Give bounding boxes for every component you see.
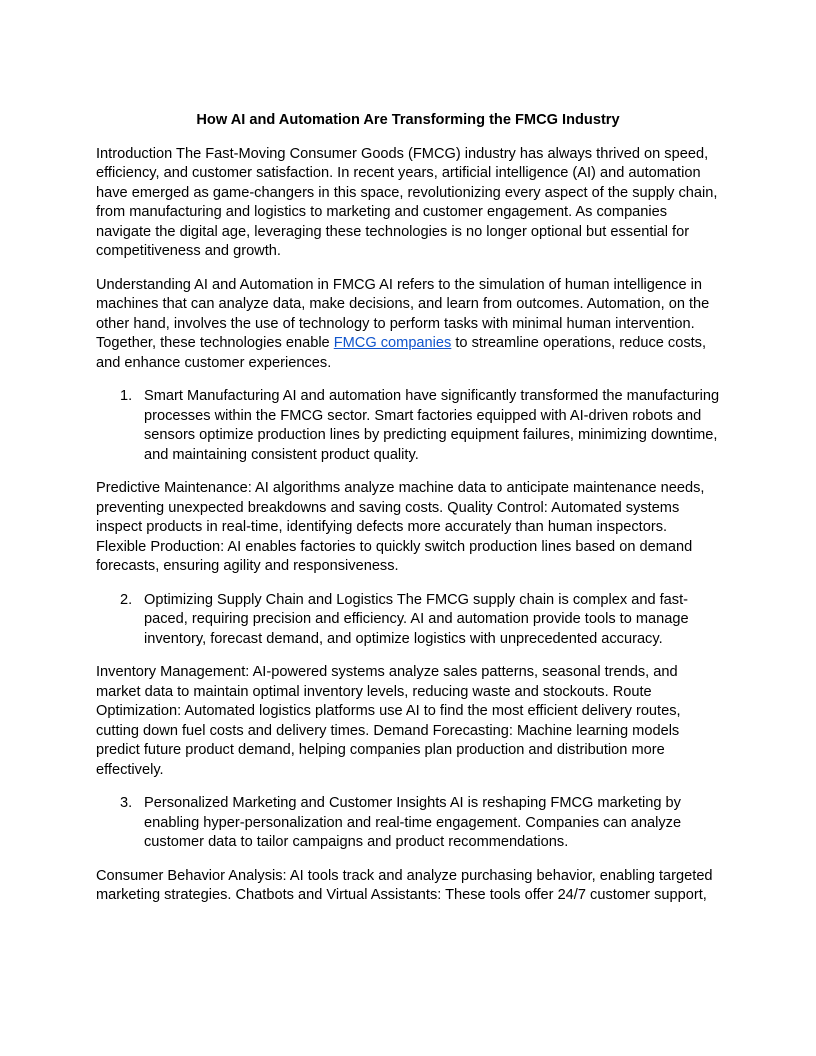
numbered-list-1 <box>96 387 720 465</box>
list-item-text: Personalized Marketing and Customer Insights AI is reshaping FMCG marketing by enabling hyper-personalization and real-time engagement. Companies can analyze customer data to tailor campaigns and product recommendations. <box>144 795 682 850</box>
numbered-list-3 <box>96 794 720 853</box>
document-page <box>96 111 720 920</box>
paragraph-understanding <box>96 276 720 374</box>
list-number: 2. <box>120 591 133 608</box>
list-item-supply-chain <box>96 591 720 650</box>
paragraph-introduction: Introduction The Fast-Moving Consumer Goods (FMCG) industry has always thrived on speed, efficiency, and customer satisfaction. In recent years, artificial intelligence (AI) and automation have emerged as game-changers in this space, revolutionizing every aspect of the supply chain, from manufacturing and logistics to marketing and customer engagement. As companies navigate the digital age, leveraging these technologies is no longer optional but essential for competitiveness and growth. <box>96 145 718 259</box>
paragraph-predictive-maintenance: Predictive Maintenance: AI algorithms analyze machine data to anticipate maintenance needs, preventing unexpected breakdowns and saving costs. Quality Control: Automated systems inspect products in real-time, identifying defects more accurately than human inspectors. Flexible Production: AI enables factories to quickly switch production lines based on demand forecasts, ensuring agility and responsiveness. <box>96 480 705 574</box>
paragraph-understanding-text: Understanding AI and Automation in FMCG AI refers to the simulation of human intelligence in machines that can analyze data, make decisions, and learn from outcomes. Automation, on the other hand, involves the use of technology to perform tasks with minimal human intervention. Together, these technologies enable <box>96 276 710 351</box>
list-item-personalized-marketing <box>96 794 720 853</box>
list-item-smart-manufacturing <box>96 387 720 465</box>
fmcg-companies-link[interactable]: FMCG companies <box>333 335 452 351</box>
list-number: 3. <box>120 795 133 811</box>
list-item-text: Smart Manufacturing AI and automation have significantly transformed the manufacturing processes within the FMCG sector. Smart factories equipped with AI-driven robots and sensors optimize production lines by predicting equipment failures, minimizing downtime, and maintaining consistent product quality. <box>144 388 720 463</box>
list-item-text: Optimizing Supply Chain and Logistics The FMCG supply chain is complex and fast-paced, requiring precision and efficiency. AI and automation provide tools to manage inventory, forecast demand, and optimize logistics with unprecedented accuracy. <box>144 591 689 647</box>
paragraph-consumer-behavior: Consumer Behavior Analysis: AI tools track and analyze purchasing behavior, enabling targeted marketing strategies. Chatbots and Virtual Assistants: These tools offer 24/7 customer support, <box>96 867 713 903</box>
numbered-list-2 <box>96 591 720 650</box>
document-title: How AI and Automation Are Transforming the FMCG Industry <box>196 112 620 128</box>
paragraph-understanding-text-end: to streamline operations, reduce costs, and enhance customer experiences. <box>96 335 707 371</box>
paragraph-inventory-management: Inventory Management: AI-powered systems analyze sales patterns, seasonal trends, and market data to maintain optimal inventory levels, reducing waste and stockouts. Route Optimization: Automated logistics platforms use AI to find the most efficient delivery routes, cutting down fuel costs and delivery times. Demand Forecasting: Machine learning models predict future product demand, helping companies plan production and distribution more effectively. <box>96 664 681 778</box>
list-number: 1. <box>120 388 133 404</box>
